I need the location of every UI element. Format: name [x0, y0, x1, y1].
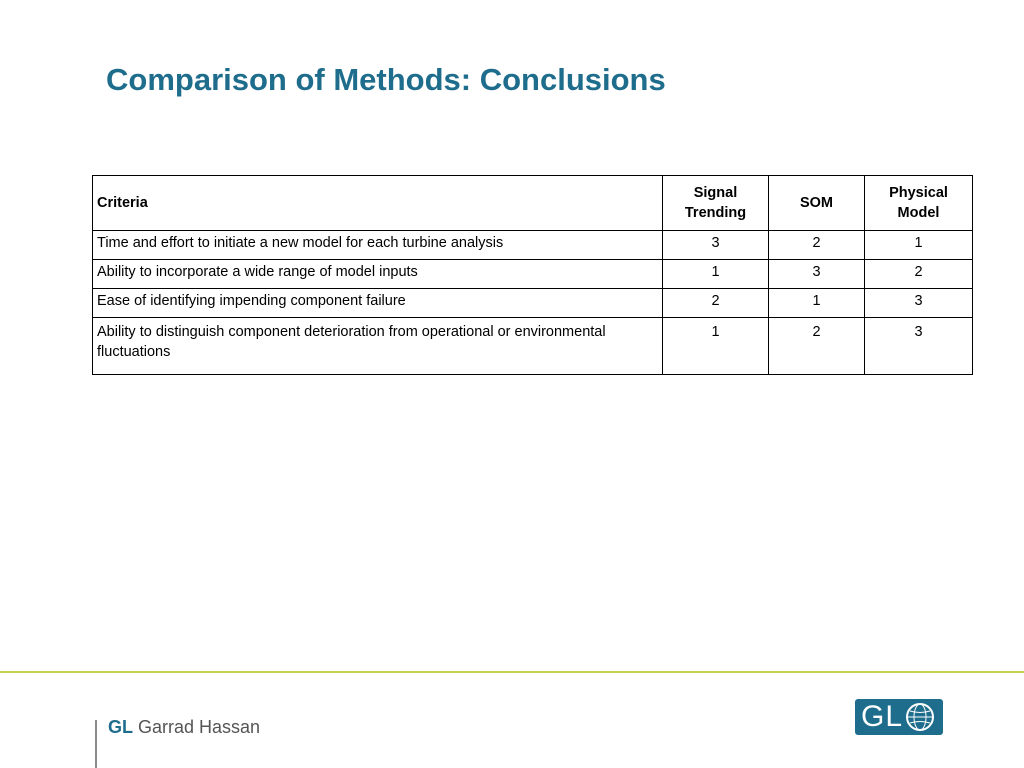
cell-signal-trending: 1 [663, 260, 769, 289]
footer-divider [0, 671, 1024, 673]
cell-physical-model: 3 [865, 289, 973, 318]
header-signal-line1: Signal [693, 184, 738, 201]
cell-som: 3 [769, 260, 865, 289]
cell-signal-trending: 1 [663, 318, 769, 375]
cell-som: 2 [769, 318, 865, 375]
cell-signal-trending: 3 [663, 231, 769, 260]
table-row [93, 231, 973, 260]
cell-physical-model: 1 [865, 231, 973, 260]
cell-physical-model: 2 [865, 260, 973, 289]
table-row [93, 260, 973, 289]
cell-criteria: Ability to incorporate a wide range of model inputs [93, 260, 663, 289]
globe-icon [905, 702, 935, 732]
cell-som: 2 [769, 231, 865, 260]
footer-vertical-bar [95, 720, 97, 768]
slide-title: Comparison of Methods: Conclusions [106, 62, 666, 97]
header-signal-trending [663, 176, 769, 231]
header-physical-line1: Physical [889, 184, 948, 201]
cell-criteria: Time and effort to initiate a new model for each turbine analysis [93, 231, 663, 260]
cell-physical-model: 3 [865, 318, 973, 375]
cell-som: 1 [769, 289, 865, 318]
header-physical-model [865, 176, 973, 231]
header-physical-line2: Model [897, 204, 940, 221]
table-row [93, 289, 973, 318]
comparison-table-wrapper [92, 175, 972, 375]
header-signal-line2: Trending [684, 204, 747, 221]
logo-text: GL [861, 700, 904, 733]
brand-gl: GL [108, 717, 133, 737]
cell-signal-trending: 2 [663, 289, 769, 318]
brand-name: Garrad Hassan [138, 717, 261, 737]
cell-criteria: Ease of identifying impending component failure [93, 289, 663, 318]
cell-criteria: Ability to distinguish component deterioration from operational or environmental fluctuations [93, 318, 663, 375]
gl-logo [855, 699, 943, 735]
table-header-row [93, 176, 973, 231]
header-criteria: Criteria [93, 176, 663, 231]
company-brand [108, 717, 260, 738]
header-som: SOM [769, 176, 865, 231]
table-row [93, 318, 973, 375]
comparison-table [92, 175, 973, 375]
